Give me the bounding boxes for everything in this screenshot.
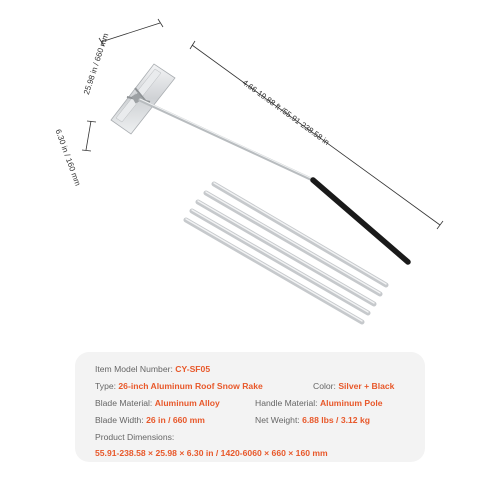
rake-blade xyxy=(111,64,175,134)
spec-blade-width: Blade Width: 26 in / 660 mm Net Weight: 6.88 lbs / 3.12 kg xyxy=(95,415,370,425)
spec-panel xyxy=(75,352,425,462)
spec-product-dimensions-value: 55.91-238.58 × 25.98 × 6.30 in / 1420-6060 × 660 × 160 mm xyxy=(95,448,328,458)
spec-model: Item Model Number: CY-SF05 xyxy=(95,364,211,374)
extension-poles xyxy=(186,183,386,322)
spec-type: Type: 26-inch Aluminum Roof Snow Rake Color: Silver + Black xyxy=(95,381,395,391)
spec-blade-material: Blade Material: Aluminum Alloy Handle Material: Aluminum Pole xyxy=(95,398,383,408)
spec-handle-material: Handle Material: Aluminum Pole xyxy=(255,398,383,408)
handle-length-label: 4.66-19.88 ft /55.91-238.58 in xyxy=(240,78,331,147)
spec-product-dimensions-label: Product Dimensions: xyxy=(95,432,175,442)
blade-height-label: 6.30 in / 160 mm xyxy=(53,128,83,188)
spec-color: Color: Silver + Black xyxy=(313,381,395,391)
assembled-handle xyxy=(140,99,408,262)
spec-net-weight: Net Weight: 6.88 lbs / 3.12 kg xyxy=(255,415,370,425)
blade-width-label: 25.98 in / 660 mm xyxy=(82,32,111,96)
